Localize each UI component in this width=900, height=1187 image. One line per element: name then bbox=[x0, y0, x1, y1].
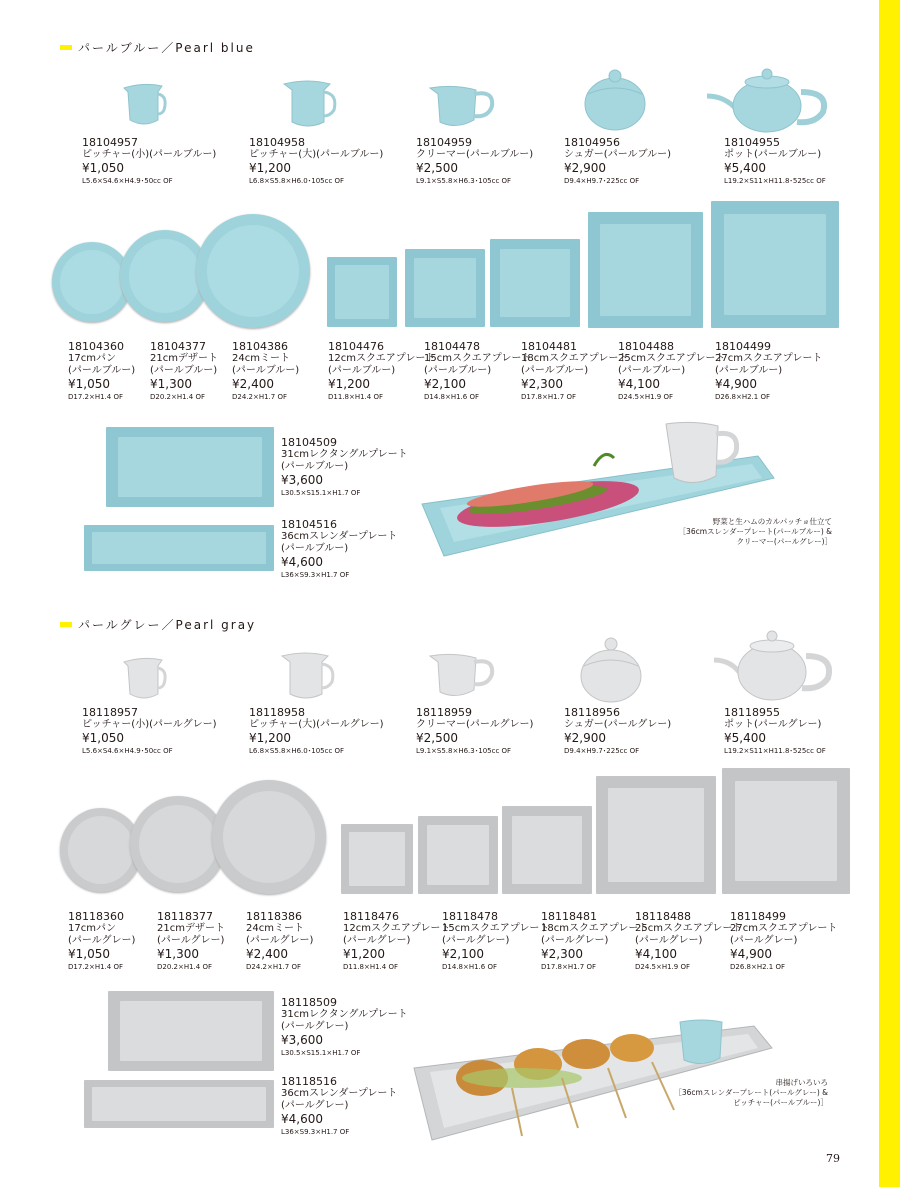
product-name: 18cmスクエアプレート bbox=[541, 923, 649, 935]
product-name: シュガー(パールブルー) bbox=[564, 149, 672, 161]
slender-plate-36cm-gray-image bbox=[84, 1080, 274, 1128]
product-name: ポット(パールブルー) bbox=[724, 149, 822, 161]
product-code: 18104958 bbox=[249, 136, 305, 149]
product-code: 18104499 bbox=[715, 340, 771, 353]
product-code: 18104476 bbox=[328, 340, 384, 353]
product-price: ¥2,300 bbox=[521, 377, 563, 392]
product-price: ¥5,400 bbox=[724, 731, 766, 746]
product-name: 25cmスクエアプレート bbox=[618, 353, 726, 365]
product-name: 15cmスクエアプレート bbox=[442, 923, 550, 935]
product-name: 12cmスクエアプレート bbox=[343, 923, 451, 935]
product-price: ¥1,200 bbox=[249, 731, 291, 746]
teapot-image bbox=[705, 66, 835, 134]
product-18104516 bbox=[281, 518, 397, 579]
product-dimensions: D24.5×H1.9 OF bbox=[618, 392, 673, 401]
rectangle-plate-31cm-gray-image bbox=[108, 991, 274, 1071]
product-dimensions: D26.8×H2.1 OF bbox=[730, 962, 785, 971]
product-color: (パールブルー) bbox=[68, 365, 136, 377]
product-18104386 bbox=[232, 340, 299, 401]
square-plate-18cm-image bbox=[490, 239, 580, 327]
product-18118955 bbox=[724, 706, 826, 755]
product-color: (パールブルー) bbox=[715, 365, 783, 377]
section-heading-gray bbox=[60, 616, 256, 633]
product-code: 18118958 bbox=[249, 706, 305, 719]
product-code: 18104478 bbox=[424, 340, 480, 353]
caption-line: 串揚げいろいろ bbox=[775, 1078, 828, 1087]
product-dimensions: D17.8×H1.7 OF bbox=[541, 962, 596, 971]
product-18118386 bbox=[246, 910, 313, 971]
sugar-bowl-gray-image bbox=[578, 632, 644, 704]
product-18104959 bbox=[416, 136, 533, 185]
product-18118509 bbox=[281, 996, 408, 1057]
product-name: 27cmスクエアプレート bbox=[730, 923, 838, 935]
product-price: ¥2,100 bbox=[442, 947, 484, 962]
product-price: ¥2,500 bbox=[416, 161, 458, 176]
square-plate-15cm-gray-image bbox=[418, 816, 498, 894]
product-price: ¥1,050 bbox=[82, 731, 124, 746]
product-price: ¥1,050 bbox=[68, 947, 110, 962]
product-color: (パールブルー) bbox=[232, 365, 300, 377]
product-18104499 bbox=[715, 340, 822, 401]
product-dimensions: L30.5×S15.1×H1.7 OF bbox=[281, 1048, 361, 1057]
product-code: 18104957 bbox=[82, 136, 138, 149]
product-code: 18104386 bbox=[232, 340, 288, 353]
pitcher-small-gray-image bbox=[118, 656, 170, 702]
product-dimensions: D24.5×H1.9 OF bbox=[635, 962, 690, 971]
product-code: 18118476 bbox=[343, 910, 399, 923]
product-dimensions: D9.4×H9.7･225cc OF bbox=[564, 176, 640, 185]
product-18104958 bbox=[249, 136, 383, 185]
photo-caption-gray bbox=[672, 1078, 828, 1108]
square-plate-12cm-gray-image bbox=[341, 824, 413, 894]
product-dimensions: L30.5×S15.1×H1.7 OF bbox=[281, 488, 361, 497]
product-code: 18104955 bbox=[724, 136, 780, 149]
product-dimensions: D14.8×H1.6 OF bbox=[424, 392, 479, 401]
product-18104478 bbox=[424, 340, 531, 401]
product-dimensions: D20.2×H1.4 OF bbox=[150, 392, 205, 401]
product-price: ¥4,600 bbox=[281, 1112, 323, 1127]
product-code: 18118509 bbox=[281, 996, 337, 1009]
product-dimensions: D9.4×H9.7･225cc OF bbox=[564, 746, 640, 755]
product-code: 18118481 bbox=[541, 910, 597, 923]
product-dimensions: D11.8×H1.4 OF bbox=[343, 962, 398, 971]
product-18118957 bbox=[82, 706, 217, 755]
product-code: 18118516 bbox=[281, 1075, 337, 1088]
product-name: ピッチャー(大)(パールブルー) bbox=[249, 149, 384, 161]
slender-plate-36cm-image bbox=[84, 525, 274, 571]
product-dimensions: D20.2×H1.4 OF bbox=[157, 962, 212, 971]
product-color: (パールグレー) bbox=[541, 935, 609, 947]
round-plate-24cm-gray-image bbox=[212, 780, 326, 894]
product-price: ¥1,200 bbox=[249, 161, 291, 176]
square-plate-18cm-gray-image bbox=[502, 806, 592, 894]
product-price: ¥1,300 bbox=[157, 947, 199, 962]
product-price: ¥2,900 bbox=[564, 731, 606, 746]
product-dimensions: L36×S9.3×H1.7 OF bbox=[281, 1127, 350, 1136]
product-price: ¥2,500 bbox=[416, 731, 458, 746]
product-color: (パールブルー) bbox=[328, 365, 396, 377]
product-dimensions: L19.2×S11×H11.8･525cc OF bbox=[724, 746, 826, 755]
product-name: 21cmデザート bbox=[157, 923, 225, 935]
product-price: ¥4,900 bbox=[730, 947, 772, 962]
round-plate-24cm-image bbox=[196, 214, 310, 328]
product-code: 18104516 bbox=[281, 518, 337, 531]
product-18118476 bbox=[343, 910, 450, 971]
product-18118481 bbox=[541, 910, 648, 971]
pitcher-small-image bbox=[118, 80, 170, 132]
square-plate-27cm-gray-image bbox=[722, 768, 850, 894]
product-price: ¥3,600 bbox=[281, 1033, 323, 1048]
product-color: (パールブルー) bbox=[618, 365, 686, 377]
product-color: (パールグレー) bbox=[281, 1100, 349, 1112]
product-name: 36cmスレンダープレート bbox=[281, 1088, 398, 1100]
product-name: 31cmレクタングルプレート bbox=[281, 449, 408, 461]
product-name: ピッチャー(小)(パールブルー) bbox=[82, 149, 217, 161]
product-name: クリーマー(パールブルー) bbox=[416, 149, 534, 161]
caption-line: ［36cmスレンダープレート(パールグレー) & bbox=[674, 1088, 828, 1098]
product-code: 18118360 bbox=[68, 910, 124, 923]
product-dimensions: D26.8×H2.1 OF bbox=[715, 392, 770, 401]
product-dimensions: L6.8×S5.8×H6.0･105cc OF bbox=[249, 746, 345, 755]
product-name: ポット(パールグレー) bbox=[724, 719, 822, 731]
product-18118499 bbox=[730, 910, 837, 971]
product-18118958 bbox=[249, 706, 384, 755]
product-color: (パールブルー) bbox=[150, 365, 218, 377]
section-heading-blue bbox=[60, 39, 255, 56]
product-name: 31cmレクタングルプレート bbox=[281, 1009, 408, 1021]
pitcher-blue-in-photo bbox=[680, 1020, 722, 1064]
caption-line: ［36cmスレンダープレート(パールブルー) & bbox=[678, 527, 832, 537]
product-code: 18118955 bbox=[724, 706, 780, 719]
product-18104509 bbox=[281, 436, 408, 497]
square-plate-25cm-image bbox=[588, 212, 703, 328]
product-color: (パールグレー) bbox=[157, 935, 225, 947]
product-code: 18118957 bbox=[82, 706, 138, 719]
product-code: 18104377 bbox=[150, 340, 206, 353]
product-dimensions: L5.6×S4.6×H4.9･50cc OF bbox=[82, 746, 173, 755]
product-dimensions: D24.2×H1.7 OF bbox=[246, 962, 301, 971]
pitcher-large-gray-image bbox=[278, 648, 340, 704]
product-dimensions: L6.8×S5.8×H6.0･105cc OF bbox=[249, 176, 345, 185]
product-price: ¥2,400 bbox=[246, 947, 288, 962]
caption-line: クリーマー(パールグレー)］ bbox=[736, 537, 832, 547]
product-dimensions: D11.8×H1.4 OF bbox=[328, 392, 383, 401]
product-color: (パールグレー) bbox=[343, 935, 411, 947]
product-price: ¥4,600 bbox=[281, 555, 323, 570]
product-code: 18118478 bbox=[442, 910, 498, 923]
product-18104481 bbox=[521, 340, 628, 401]
product-color: (パールブルー) bbox=[281, 543, 349, 555]
rectangle-plate-31cm-image bbox=[106, 427, 274, 507]
product-dimensions: D17.8×H1.7 OF bbox=[521, 392, 576, 401]
product-name: 12cmスクエアプレート bbox=[328, 353, 436, 365]
product-color: (パールグレー) bbox=[730, 935, 798, 947]
creamer-gray-image bbox=[428, 648, 500, 704]
product-code: 18118959 bbox=[416, 706, 472, 719]
product-code: 18104488 bbox=[618, 340, 674, 353]
product-code: 18104360 bbox=[68, 340, 124, 353]
product-18104956 bbox=[564, 136, 671, 185]
product-color: (パールグレー) bbox=[246, 935, 314, 947]
product-price: ¥1,200 bbox=[343, 947, 385, 962]
caption-line: 野菜と生ハムのカルパッチョ仕立て bbox=[712, 517, 832, 526]
product-price: ¥2,100 bbox=[424, 377, 466, 392]
product-name: クリーマー(パールグレー) bbox=[416, 719, 534, 731]
product-code: 18118386 bbox=[246, 910, 302, 923]
product-price: ¥4,100 bbox=[618, 377, 660, 392]
product-code: 18104509 bbox=[281, 436, 337, 449]
product-price: ¥4,900 bbox=[715, 377, 757, 392]
product-18118478 bbox=[442, 910, 549, 971]
product-18104488 bbox=[618, 340, 725, 401]
sugar-bowl-image bbox=[582, 66, 648, 132]
product-dimensions: L9.1×S5.8×H6.3･105cc OF bbox=[416, 746, 512, 755]
product-name: 18cmスクエアプレート bbox=[521, 353, 629, 365]
product-price: ¥5,400 bbox=[724, 161, 766, 176]
product-dimensions: D24.2×H1.7 OF bbox=[232, 392, 287, 401]
product-price: ¥3,600 bbox=[281, 473, 323, 488]
product-dimensions: D17.2×H1.4 OF bbox=[68, 962, 123, 971]
photo-caption-blue bbox=[672, 517, 832, 547]
product-18104476 bbox=[328, 340, 435, 401]
heading-marker bbox=[60, 45, 72, 50]
caption-line: ピッチャー(パールブルー)］ bbox=[733, 1098, 828, 1108]
product-code: 18118377 bbox=[157, 910, 213, 923]
product-name: シュガー(パールグレー) bbox=[564, 719, 672, 731]
creamer-image bbox=[428, 80, 500, 132]
square-plate-15cm-image bbox=[405, 249, 485, 327]
product-dimensions: D14.8×H1.6 OF bbox=[442, 962, 497, 971]
product-name: 15cmスクエアプレート bbox=[424, 353, 532, 365]
product-18104957 bbox=[82, 136, 216, 185]
product-dimensions: L19.2×S11×H11.8･525cc OF bbox=[724, 176, 826, 185]
product-price: ¥1,300 bbox=[150, 377, 192, 392]
product-price: ¥2,300 bbox=[541, 947, 583, 962]
product-color: (パールグレー) bbox=[281, 1021, 349, 1033]
section-title: パールグレー／Pearl gray bbox=[78, 618, 257, 632]
section-title: パールブルー／Pearl blue bbox=[78, 41, 255, 55]
product-color: (パールグレー) bbox=[635, 935, 703, 947]
product-price: ¥2,900 bbox=[564, 161, 606, 176]
product-dimensions: L5.6×S4.6×H4.9･50cc OF bbox=[82, 176, 173, 185]
product-color: (パールブルー) bbox=[424, 365, 492, 377]
product-name: 25cmスクエアプレート bbox=[635, 923, 743, 935]
product-code: 18118956 bbox=[564, 706, 620, 719]
product-name: 21cmデザート bbox=[150, 353, 218, 365]
product-price: ¥1,050 bbox=[68, 377, 110, 392]
product-18118959 bbox=[416, 706, 533, 755]
product-code: 18104481 bbox=[521, 340, 577, 353]
product-18118956 bbox=[564, 706, 671, 755]
product-18104955 bbox=[724, 136, 826, 185]
product-code: 18118499 bbox=[730, 910, 786, 923]
product-color: (パールグレー) bbox=[68, 935, 136, 947]
product-price: ¥1,200 bbox=[328, 377, 370, 392]
heading-marker bbox=[60, 622, 72, 627]
product-code: 18104959 bbox=[416, 136, 472, 149]
product-name: ピッチャー(小)(パールグレー) bbox=[82, 719, 217, 731]
product-dimensions: L36×S9.3×H1.7 OF bbox=[281, 570, 350, 579]
product-name: 24cmミート bbox=[246, 923, 304, 935]
product-18104377 bbox=[150, 340, 218, 401]
pitcher-large-image bbox=[280, 76, 342, 132]
product-name: 17cmパン bbox=[68, 923, 116, 935]
square-plate-25cm-gray-image bbox=[596, 776, 716, 894]
product-18118377 bbox=[157, 910, 225, 971]
product-18118488 bbox=[635, 910, 742, 971]
product-price: ¥1,050 bbox=[82, 161, 124, 176]
product-price: ¥4,100 bbox=[635, 947, 677, 962]
product-name: ピッチャー(大)(パールグレー) bbox=[249, 719, 384, 731]
product-name: 36cmスレンダープレート bbox=[281, 531, 398, 543]
product-code: 18118488 bbox=[635, 910, 691, 923]
page-number: 79 bbox=[826, 1152, 840, 1165]
product-name: 17cmパン bbox=[68, 353, 116, 365]
square-plate-27cm-image bbox=[711, 201, 839, 328]
product-dimensions: D17.2×H1.4 OF bbox=[68, 392, 123, 401]
square-plate-12cm-image bbox=[327, 257, 397, 327]
yellow-side-bar bbox=[879, 0, 900, 1187]
product-18118360 bbox=[68, 910, 135, 971]
teapot-gray-image bbox=[712, 626, 836, 704]
product-price: ¥2,400 bbox=[232, 377, 274, 392]
product-18104360 bbox=[68, 340, 135, 401]
product-color: (パールグレー) bbox=[442, 935, 510, 947]
product-dimensions: L9.1×S5.8×H6.3･105cc OF bbox=[416, 176, 512, 185]
product-color: (パールブルー) bbox=[281, 461, 349, 473]
product-code: 18104956 bbox=[564, 136, 620, 149]
product-name: 27cmスクエアプレート bbox=[715, 353, 823, 365]
product-18118516 bbox=[281, 1075, 397, 1136]
product-name: 24cmミート bbox=[232, 353, 290, 365]
product-color: (パールブルー) bbox=[521, 365, 589, 377]
